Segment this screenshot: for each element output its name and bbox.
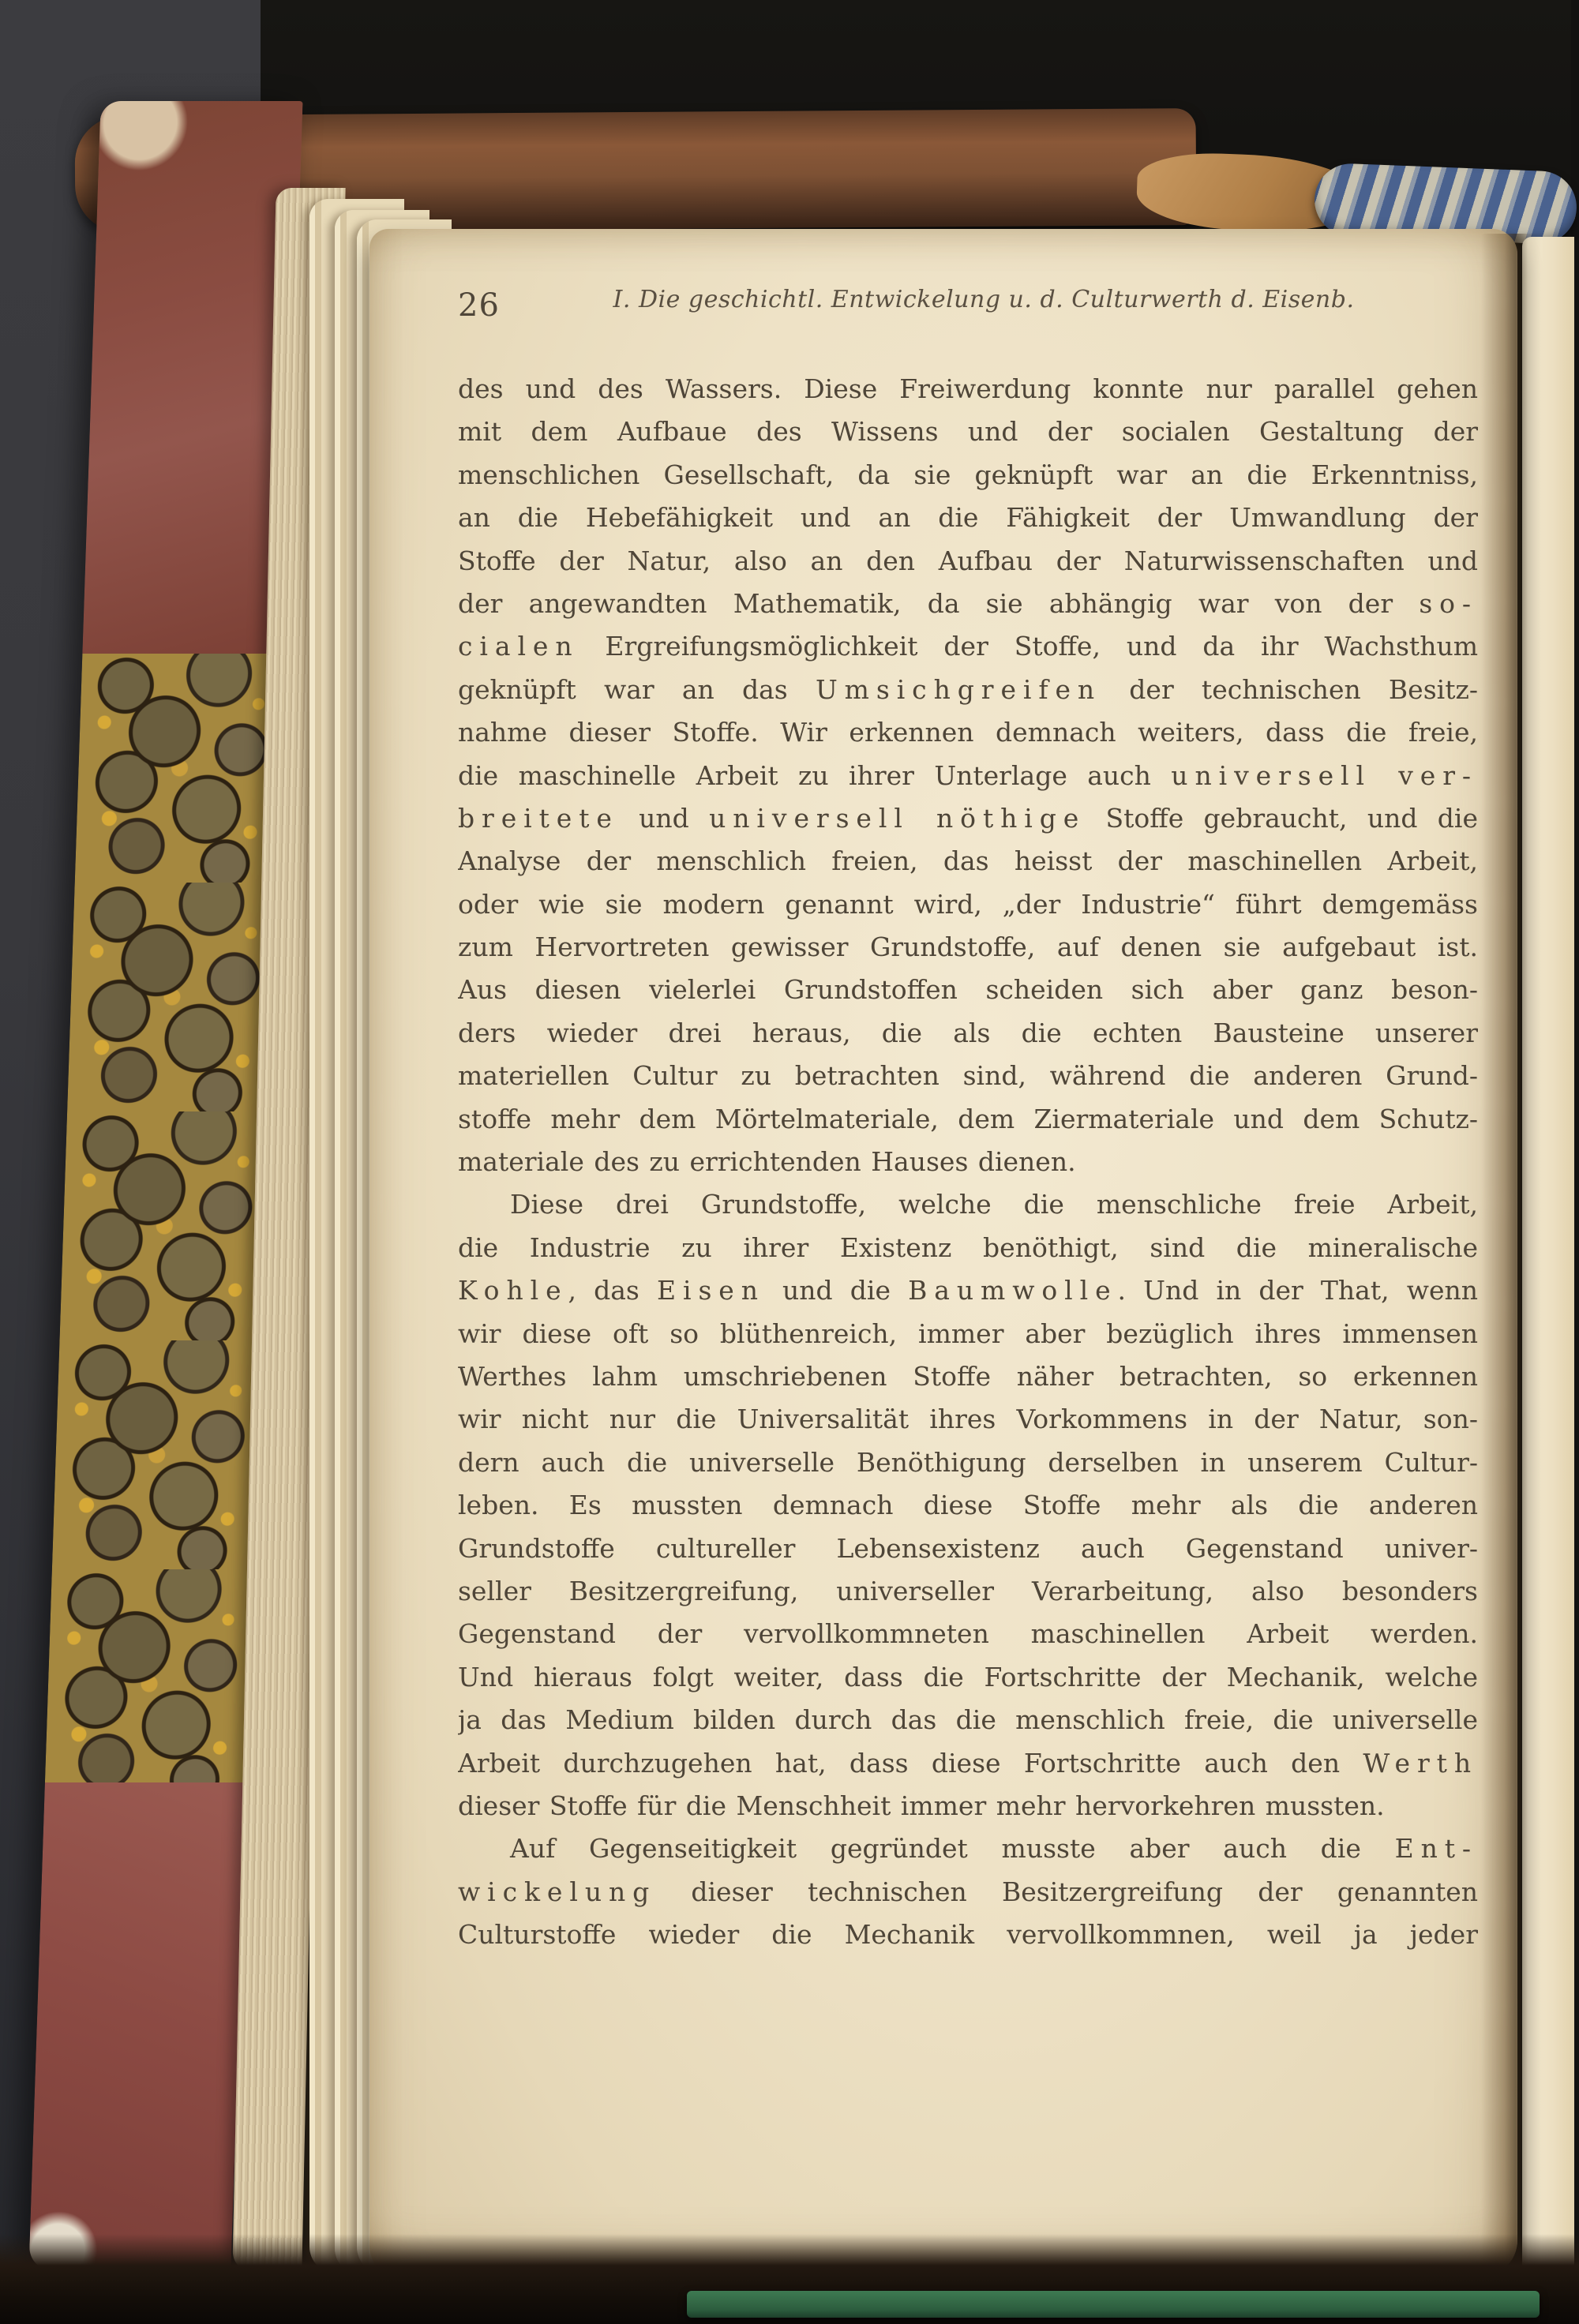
text-line: Gegenstand der vervollkommneten maschinellen Arbeit werden. xyxy=(458,1618,1478,1650)
text-line: leben. Es mussten demnach diese Stoffe mehr als die anderen xyxy=(458,1490,1478,1521)
text-line: der angewandten Mathematik, da sie abhängig war von der so- xyxy=(458,587,1478,619)
text-line: Auf Gegenseitigkeit gegründet musste aber auch die Ent- xyxy=(510,1833,1478,1865)
text-line: wir diese oft so blüthenreich, immer aber bezüglich ihres immensen xyxy=(458,1318,1478,1349)
text-line: materiellen Cultur zu betrachten sind, während die anderen Grund- xyxy=(458,1060,1478,1092)
cover-leather-corner-bottom xyxy=(28,1782,247,2270)
text-line: mit dem Aufbaue des Wissens und der socialen Gestaltung der xyxy=(458,416,1478,448)
text-line: ders wieder drei heraus, die als die echten Bausteine unserer xyxy=(458,1017,1478,1048)
text-line: materiale des zu errichtenden Hauses dienen. xyxy=(458,1146,1076,1178)
text-line: Und hieraus folgt weiter, dass die Fortschritte der Mechanik, welche xyxy=(458,1661,1478,1692)
text-line: seller Besitzergreifung, universeller Verarbeitung, also besonders xyxy=(458,1575,1478,1606)
text-line: des und des Wassers. Diese Freiwerdung konnte nur parallel gehen xyxy=(458,373,1478,404)
text-line: menschlichen Gesellschaft, da sie geknüpft war an die Erkenntniss, xyxy=(458,459,1478,490)
text-line: Werthes lahm umschriebenen Stoffe näher betrachten, so erkennen xyxy=(458,1360,1478,1392)
page-header xyxy=(458,286,1478,330)
gutter-shadow xyxy=(1481,234,1541,2286)
page-body-text xyxy=(458,368,1478,1956)
text-line: stoffe mehr dem Mörtelmateriale, dem Ziermateriale und dem Schutz- xyxy=(458,1103,1478,1134)
text-line: Diese drei Grundstoffe, welche die menschliche freie Arbeit, xyxy=(510,1189,1478,1220)
text-line: Analyse der menschlich freien, das heisst der maschinellen Arbeit, xyxy=(458,845,1478,877)
text-line: cialen Ergreifungsmöglichkeit der Stoffe, und da ihr Wachsthum xyxy=(458,631,1478,662)
text-line: breitete und universell nöthige Stoffe gebraucht, und die xyxy=(458,802,1478,834)
text-line: die Industrie zu ihrer Existenz benöthigt, sind die mineralische xyxy=(458,1231,1478,1263)
text-line: Stoffe der Natur, also an den Aufbau der Naturwissenschaften und xyxy=(458,545,1478,576)
text-line: nahme dieser Stoffe. Wir erkennen demnach weiters, dass die freie, xyxy=(458,717,1478,748)
text-line: dieser Stoffe für die Menschheit immer mehr hervorkehren mussten. xyxy=(458,1790,1385,1821)
text-line: Kohle, das Eisen und die Baumwolle. Und in der That, wenn xyxy=(458,1275,1478,1306)
text-line: die maschinelle Arbeit zu ihrer Unterlage auch universell ver- xyxy=(458,759,1478,791)
green-book-edge xyxy=(687,2291,1540,2318)
text-line: zum Hervortreten gewisser Grundstoffe, auf denen sie aufgebaut ist. xyxy=(458,931,1478,963)
text-line: Aus diesen vielerlei Grundstoffen scheiden sich aber ganz beson- xyxy=(458,974,1478,1006)
page-number: 26 xyxy=(458,287,500,324)
text-line: geknüpft war an das Umsichgreifen der technischen Besitz- xyxy=(458,673,1478,705)
text-line: wir nicht nur die Universalität ihres Vorkommens in der Natur, son- xyxy=(458,1404,1478,1435)
text-line: dern auch die universelle Benöthigung derselben in unserem Cultur- xyxy=(458,1446,1478,1478)
running-header: I. Die geschichtl. Entwickelung u. d. Culturwerth d. Eisenb. xyxy=(613,286,1355,313)
text-line: Grundstoffe cultureller Lebensexistenz auch Gegenstand univer- xyxy=(458,1532,1478,1564)
text-line: ja das Medium bilden durch das die menschlich freie, die universelle xyxy=(458,1704,1478,1736)
text-line: an die Hebefähigkeit und an die Fähigkeit der Umwandlung der xyxy=(458,502,1478,534)
text-line: wickelung dieser technischen Besitzergreifung der genannten xyxy=(458,1876,1478,1907)
text-line: Arbeit durchzugehen hat, dass diese Fortschritte auch den Werth xyxy=(458,1747,1478,1779)
text-line: Culturstoffe wieder die Mechanik vervollkommnen, weil ja jeder xyxy=(458,1919,1478,1951)
text-line: oder wie sie modern genannt wird, „der Industrie“ führt demgemäss xyxy=(458,888,1478,920)
